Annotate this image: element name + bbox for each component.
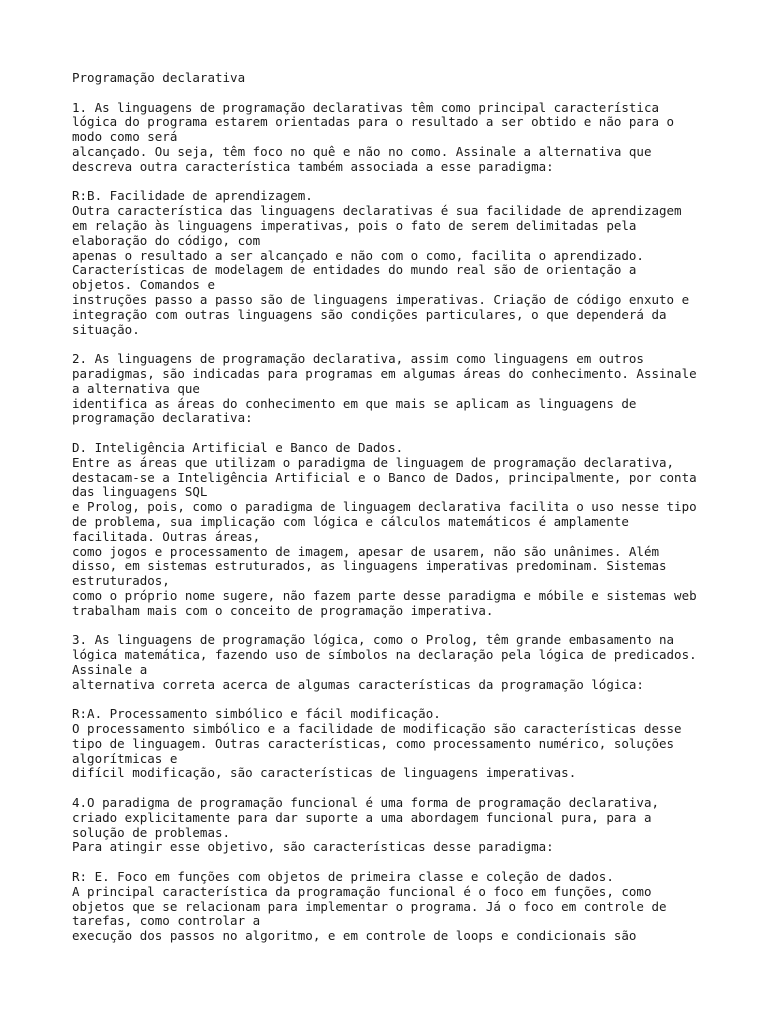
text-line: lógica matemática, fazendo uso de símbolos na declaração pela lógica de predicados. [72,647,697,663]
text-line: difícil modificação, são características de linguagens imperativas. [72,765,577,781]
text-line: 2. As linguagens de programação declarativa, assim como linguagens em outros [72,351,644,367]
text-line: e Prolog, pois, como o paradigma de linguagem declarativa facilita o uso nesse tipo [72,499,697,515]
text-line: R: E. Foco em funções com objetos de primeira classe e coleção de dados. [72,869,614,885]
text-line: 1. As linguagens de programação declarativas têm como principal característica [72,99,659,115]
text-line: objetos que se relacionam para implementar o programa. Já o foco em controle de [72,898,667,914]
text-line: lógica do programa estarem orientadas para o resultado a ser obtido e não para o [72,114,675,130]
text-line [72,781,702,796]
text-line: O processamento simbólico e a facilidade de modificação são características desse [72,721,682,737]
text-line: situação. [72,321,140,337]
text-line: 3. As linguagens de programação lógica, como o Prolog, têm grande embasamento na [72,632,675,648]
text-line: como o próprio nome sugere, não fazem parte desse paradigma e móbile e sistemas web [72,587,697,603]
text-line: A principal característica da programação funcional é o foco em funções, como [72,883,652,899]
text-line: paradigmas, são indicadas para programas em algumas áreas do conhecimento. Assinale [72,365,697,381]
document-body [72,71,702,944]
text-line: algorítmicas e [72,750,178,766]
text-line: modo como será [72,129,178,145]
text-line: programação declarativa: [72,410,253,426]
text-line: Características de modelagem de entidades do mundo real são de orientação a [72,262,637,278]
text-line: identifica as áreas do conhecimento em que mais se aplicam as linguagens de [72,395,637,411]
text-line: alternativa correta acerca de algumas características da programação lógica: [72,676,644,692]
text-line: facilitada. Outras áreas, [72,528,261,544]
text-line: Assinale a [72,661,148,677]
text-line: apenas o resultado a ser alcançado e não com o como, facilita o aprendizado. [72,247,644,263]
text-line [72,692,702,707]
text-line: destacam-se a Inteligência Artificial e o Banco de Dados, principalmente, por conta [72,469,697,485]
text-line: Outra característica das linguagens declarativas é sua facilidade de aprendizagem [72,203,682,219]
text-line: 4.O paradigma de programação funcional é uma forma de programação declarativa, [72,795,659,811]
text-line [72,618,702,633]
text-line: tipo de linguagem. Outras características, como processamento numérico, soluções [72,735,675,751]
text-line: elaboração do código, com [72,232,261,248]
text-line: como jogos e processamento de imagem, apesar de usarem, não são unânimes. Além [72,543,659,559]
text-line: Para atingir esse objetivo, são características desse paradigma: [72,839,554,855]
text-line: de problema, sua implicação com lógica e cálculos matemáticos é amplamente [72,513,629,529]
text-line: disso, em sistemas estruturados, as linguagens imperativas predominam. Sistemas [72,558,667,574]
text-line: tarefas, como controlar a [72,913,261,929]
text-line: das linguagens SQL [72,484,208,500]
text-line: a alternativa que [72,380,200,396]
document-title: Programação declarativa [72,70,246,85]
text-line [72,86,702,101]
text-line [72,337,702,352]
text-line: trabalham mais com o conceito de programação imperativa. [72,602,494,618]
text-line: estruturados, [72,573,170,589]
text-line [72,855,702,870]
text-line: R:B. Facilidade de aprendizagem. [72,188,313,204]
text-line: em relação às linguagens imperativas, pois o fato de serem delimitadas pela [72,217,637,233]
text-line: solução de problemas. [72,824,231,840]
text-line: criado explicitamente para dar suporte a uma abordagem funcional pura, para a [72,809,652,825]
text-line: descreva outra característica também associada a esse paradigma: [72,158,554,174]
text-line [72,426,702,441]
text-line: objetos. Comandos e [72,277,215,293]
text-line: integração com outras linguagens são condições particulares, o que dependerá da [72,306,667,322]
text-line: Entre as áreas que utilizam o paradigma de linguagem de programação declarativa, [72,454,675,470]
text-line [72,175,702,190]
text-line: instruções passo a passo são de linguagens imperativas. Criação de código enxuto e [72,291,690,307]
text-line: alcançado. Ou seja, têm foco no quê e não no como. Assinale a alternativa que [72,143,652,159]
text-line: execução dos passos no algoritmo, e em controle de loops e condicionais são [72,928,637,944]
text-line: R:A. Processamento simbólico e fácil modificação. [72,706,441,722]
text-line: D. Inteligência Artificial e Banco de Dados. [72,439,404,455]
